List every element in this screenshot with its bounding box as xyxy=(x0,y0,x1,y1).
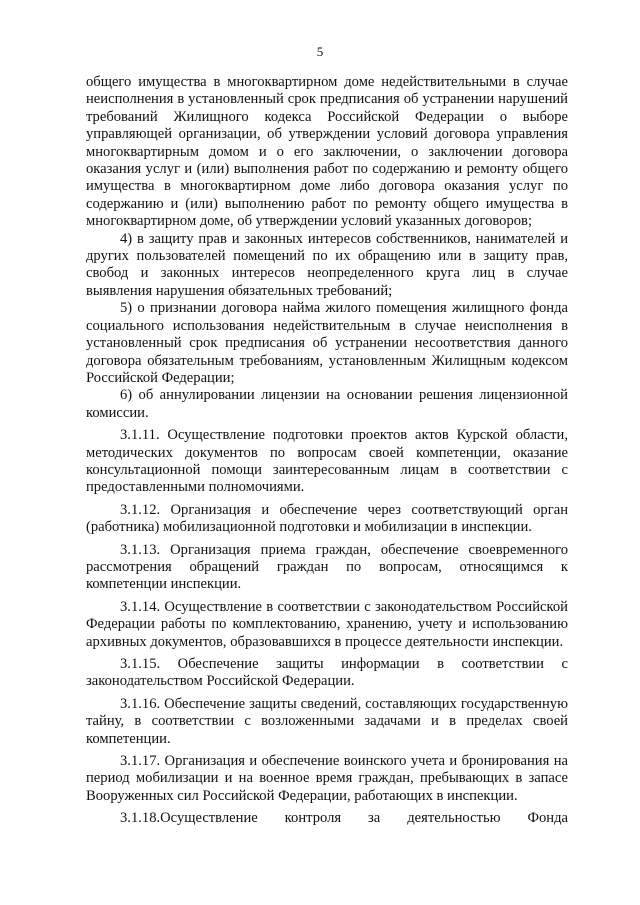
paragraph-3-1-17: 3.1.17. Организация и обеспечение воинского учета и бронирования на период мобилизации и на военное время граждан, пребывающих в запасе Вооруженных сил Российской Федерации, работающих в инспекции. xyxy=(86,753,568,804)
paragraph-continuation: общего имущества в многоквартирном доме недействительными в случае неисполнения в установленный срок предписания об устранении нарушений требований Жилищного кодекса Российской Федерации о выборе управляющей организации, об утверждении условий договора управления многоквартирным домом и о его заключении, о заключении договора оказания услуг и (или) выполнения работ по содержанию и ремонту общего имущества в многоквартирном доме либо договора оказания услуг по содержанию и (или) выполнению работ по ремонту общего имущества в многоквартирном доме, об утверждении условий указанных договоров; xyxy=(86,74,568,230)
paragraph-item-5: 5) о признании договора найма жилого помещения жилищного фонда социального использования недействительным в случае неисполнения в установленный срок предписания об устранении несоответствия данного договора обязательным требованиям, установленным Жилищным кодексом Российской Федерации; xyxy=(86,300,568,386)
page-number: 5 xyxy=(316,44,324,59)
document-body xyxy=(86,74,568,828)
paragraph-3-1-14: 3.1.14. Осуществление в соответствии с законодательством Российской Федерации работы по комплектованию, хранению, учету и использованию архивных документов, образовавшихся в процессе деятельности инспекции. xyxy=(86,598,568,650)
paragraph-3-1-12: 3.1.12. Организация и обеспечение через соответствующий орган (работника) мобилизационной подготовки и мобилизации в инспекции. xyxy=(86,501,568,536)
paragraph-3-1-13: 3.1.13. Организация приема граждан, обеспечение своевременного рассмотрения обращений граждан по вопросам, относящимся к компетенции инспекции. xyxy=(86,541,568,593)
paragraph-item-6: 6) об аннулировании лицензии на основании решения лицензионной комиссии. xyxy=(86,387,568,421)
paragraph-item-4: 4) в защиту прав и законных интересов собственников, нанимателей и других пользователей помещений по их обращению или в защиту прав, свобод и законных интересов неопределенного круга лиц в случае выявления нарушения обязательных требований; xyxy=(86,230,568,299)
paragraph-3-1-18: 3.1.18.Осуществление контроля за деятельностью Фонда xyxy=(120,810,568,827)
paragraph-3-1-16: 3.1.16. Обеспечение защиты сведений, составляющих государственную тайну, в соответствии с возложенными задачами и в пределах своей компетенции. xyxy=(86,695,568,747)
paragraph-3-1-15: 3.1.15. Обеспечение защиты информации в соответствии с законодательством Российской Федерации. xyxy=(86,656,568,690)
paragraph-3-1-11: 3.1.11. Осуществление подготовки проектов актов Курской области, методических документов по вопросам своей компетенции, оказание консультационной помощи заинтересованным лицам в соответствии с предоставленными полномочиями. xyxy=(86,427,568,496)
